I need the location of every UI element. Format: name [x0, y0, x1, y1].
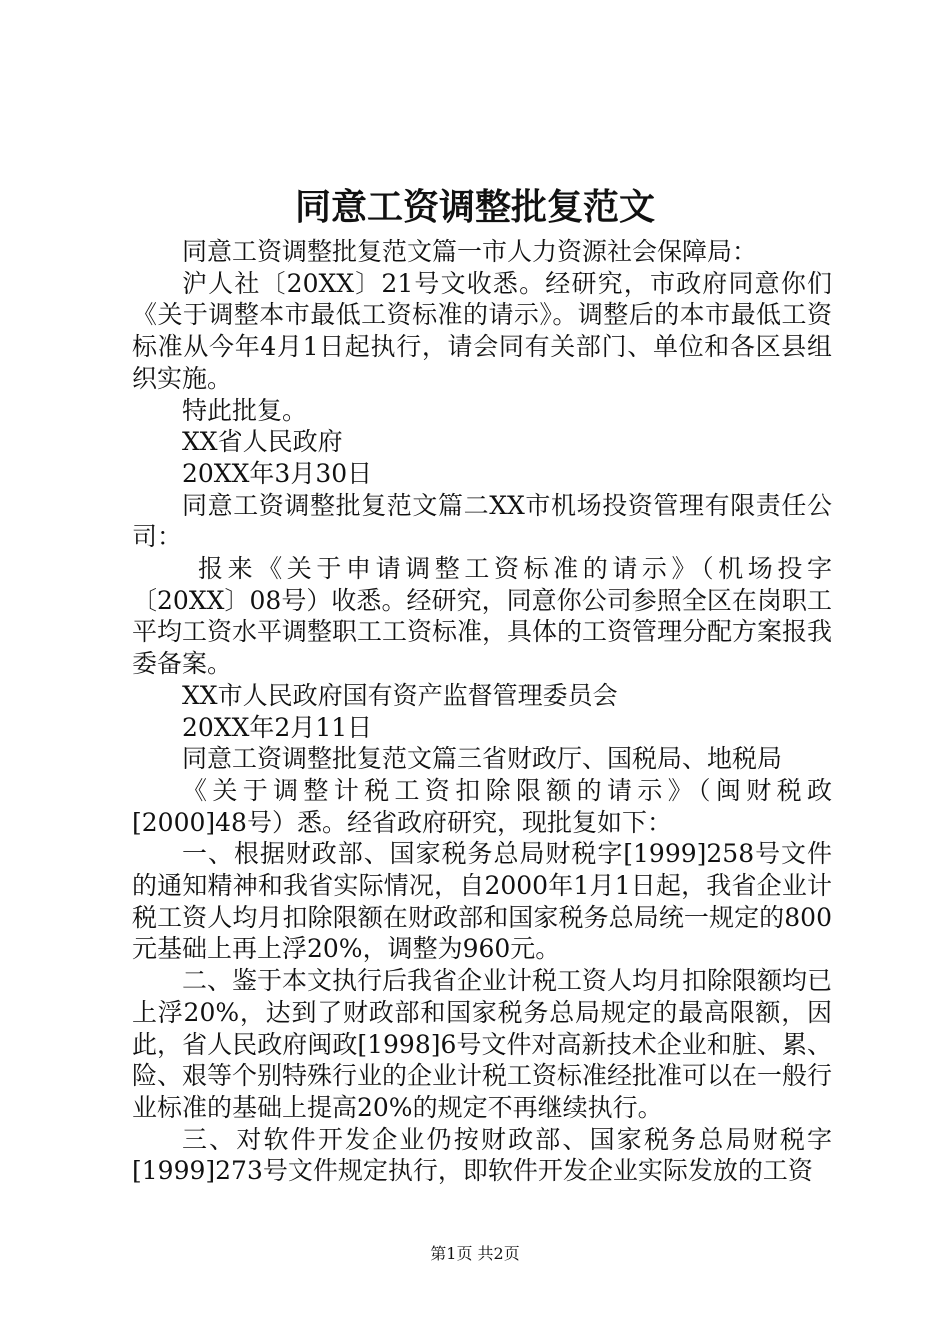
paragraph: 沪人社〔20XX〕21号文收悉。经研究，市政府同意你们《关于调整本市最低工资标准的请示》。调整后的本市最低工资标准从今年4月1日起执行，请会同有关部门、单位和各区县组织实施。 [132, 268, 832, 393]
signature-org: XX市人民政府国有资产监督管理委员会 [182, 680, 618, 710]
paragraph: 《关于调整计税工资扣除限额的请示》（闽财税政[2000]48号）悉。经省政府研究，现批复如下： [132, 775, 832, 837]
paragraph: 一、根据财政部、国家税务总局财税字[1999]258号文件的通知精神和我省实际情况，自2000年1月1日起，我省企业计税工资人均月扣除限额在财政部和国家税务总局统一规定的800元基础上再上浮20%，调整为960元。 [132, 839, 832, 964]
document-title: 同意工资调整批复范文 [294, 187, 655, 228]
paragraph: 报来《关于申请调整工资标准的请示》（机场投字〔20XX〕08号）收悉。经研究，同意你公司参照全区在岗职工平均工资水平调整职工工资标准，具体的工资管理分配方案报我委备案。 [132, 554, 833, 679]
paragraph-heading-1: 同意工资调整批复范文篇一市人力资源社会保障局： [182, 237, 758, 266]
paragraph-heading-3: 同意工资调整批复范文篇三省财政厅、国税局、地税局 [182, 744, 783, 774]
paragraph: 三、对软件开发企业仍按财政部、国家税务总局财税字[1999]273号文件规定执行，即软件开发企业实际发放的工资 [132, 1124, 832, 1186]
paragraph-heading-2: 同意工资调整批复范文篇二XX市机场投资管理有限责任公司： [132, 490, 832, 552]
paragraph: 二、鉴于本文执行后我省企业计税工资人均月扣除限额均已上浮20%，达到了财政部和国家税务总局规定的最高限额，因此，省人民政府闽政[1998]6号文件对高新技术企业和脏、累、险、艰等个别特殊行业的企业计税工资标准经批准可以在一般行业标准的基础上提高20%的规定不再继续执行。 [132, 966, 833, 1122]
signature-org: XX省人民政府 [182, 427, 343, 457]
signature-date: 20XX年2月11日 [182, 712, 373, 742]
paragraph: 特此批复。 [182, 395, 308, 425]
signature-date: 20XX年3月30日 [182, 458, 373, 488]
document-body [132, 236, 832, 1187]
page-footer: 第1页 共2页 [430, 1244, 520, 1263]
